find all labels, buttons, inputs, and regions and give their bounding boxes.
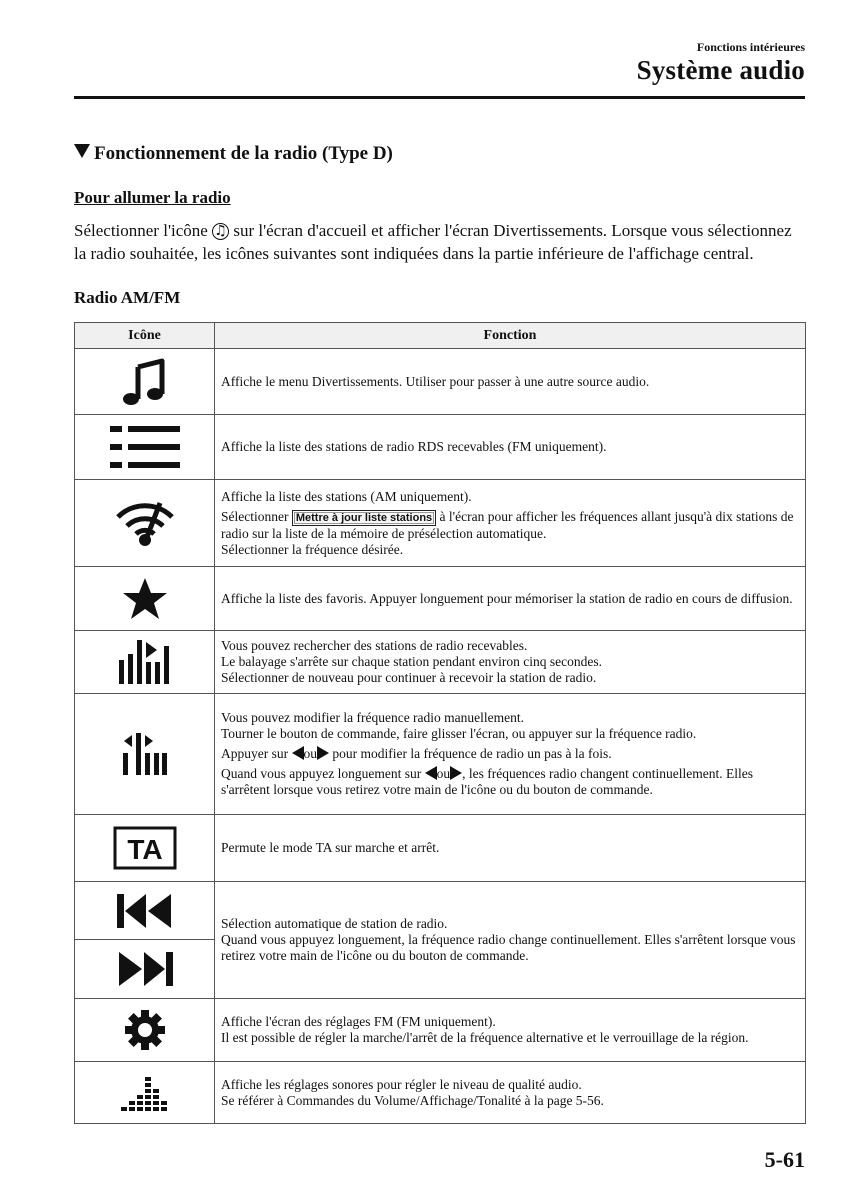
intro-text-before-icon: Sélectionner l'icône bbox=[74, 221, 208, 240]
icon-cell bbox=[75, 567, 215, 631]
table-header-row bbox=[75, 323, 806, 349]
function-text-fragment: Quand vous appuyez longuement sur bbox=[221, 766, 422, 781]
function-text bbox=[221, 1077, 799, 1109]
function-text bbox=[221, 710, 799, 742]
function-cell bbox=[215, 882, 806, 999]
function-cell bbox=[215, 999, 806, 1062]
column-header-icon: Icône bbox=[75, 323, 215, 349]
table-row bbox=[75, 882, 806, 940]
function-text-fragment: ou bbox=[303, 746, 317, 761]
function-cell bbox=[215, 631, 806, 694]
radio-subheading: Radio AM/FM bbox=[74, 288, 181, 307]
function-text-fragment: Le balayage s'arrête sur chaque station pendant environ cinq secondes. bbox=[221, 654, 603, 669]
function-text: Affiche la liste des stations (AM uniquement). bbox=[221, 488, 472, 504]
arrow-left-icon bbox=[425, 766, 437, 780]
function-cell: Affiche le menu Divertissements. Utiliser pour passer à une autre source audio. bbox=[215, 349, 806, 415]
page-title: Système audio bbox=[636, 55, 805, 85]
equalizer-icon bbox=[121, 1073, 169, 1113]
icon-cell bbox=[75, 694, 215, 815]
function-cell bbox=[215, 480, 806, 567]
function-text-fragment: à l'écran pour afficher les fréquences allant jusqu'à dix stations de radio sur la liste de la mémoire de présélection automatique. bbox=[221, 508, 794, 541]
radio-signal-icon bbox=[114, 499, 176, 547]
gear-icon bbox=[124, 1009, 166, 1051]
table-row bbox=[75, 1062, 806, 1124]
function-text-fragment: Affiche les réglages sonores pour régler le niveau de qualité audio. bbox=[221, 1076, 582, 1092]
star-icon bbox=[122, 577, 168, 621]
table-row bbox=[75, 415, 806, 480]
function-text-fragment: Affiche l'écran des réglages FM (FM uniquement). bbox=[221, 1014, 496, 1029]
music-note-icon bbox=[122, 358, 168, 406]
function-text-fragment: Se référer à Commandes du Volume/Affichage/Tonalité à la page 5-56. bbox=[221, 1092, 604, 1108]
function-text bbox=[221, 509, 799, 558]
update-station-list-button: Mettre à jour liste stations bbox=[292, 510, 436, 526]
function-cell bbox=[215, 1062, 806, 1124]
function-cell bbox=[215, 694, 806, 815]
function-text-fragment: Vous pouvez rechercher des stations de radio recevables. bbox=[221, 638, 528, 653]
icon-cell bbox=[75, 940, 215, 999]
function-cell: Affiche la liste des stations de radio RDS recevables (FM uniquement). bbox=[215, 415, 806, 480]
arrow-left-icon bbox=[292, 746, 304, 760]
function-text-fragment: Appuyer sur bbox=[221, 746, 289, 761]
list-icon bbox=[110, 426, 180, 468]
function-text bbox=[221, 766, 799, 798]
function-text-fragment: Il est possible de régler la marche/l'arrêt de la fréquence alternative et le verrouillage de la région. bbox=[221, 1030, 749, 1045]
function-text-fragment: ou bbox=[436, 766, 451, 781]
function-text-fragment: Sélectionner la fréquence désirée. bbox=[221, 541, 404, 557]
function-text-fragment: Sélection automatique de station de radio. bbox=[221, 916, 448, 931]
function-text-fragment: , les fréquences radio changent continuellement. Elles s'arrêtent lorsque vous retirez votre main de l'icône ou du bouton de commande. bbox=[221, 766, 753, 797]
function-table bbox=[74, 322, 806, 1124]
table-row bbox=[75, 815, 806, 882]
icon-cell bbox=[75, 999, 215, 1062]
scan-icon bbox=[119, 640, 171, 684]
intro-paragraph bbox=[74, 219, 804, 265]
section-title-text: Fonctionnement de la radio (Type D) bbox=[94, 143, 393, 164]
table-row bbox=[75, 480, 806, 567]
function-text-fragment: Tourner le bouton de commande, faire glisser l'écran, ou appuyer sur la fréquence radio. bbox=[221, 726, 697, 741]
function-text-fragment: Sélectionner de nouveau pour continuer à recevoir la station de radio. bbox=[221, 670, 597, 685]
function-text-fragment: Sélectionner bbox=[221, 508, 289, 524]
icon-cell bbox=[75, 480, 215, 567]
seek-forward-icon bbox=[117, 952, 173, 986]
ta-icon bbox=[113, 826, 177, 870]
triangle-bullet-icon bbox=[74, 144, 90, 158]
table-row bbox=[75, 567, 806, 631]
music-circle-icon: ♫ bbox=[212, 223, 229, 240]
function-text bbox=[221, 916, 799, 964]
svg-text:TA: TA bbox=[126, 834, 163, 865]
table-row bbox=[75, 999, 806, 1062]
function-cell: Affiche la liste des favoris. Appuyer longuement pour mémoriser la station de radio en cours de diffusion. bbox=[215, 567, 806, 631]
icon-cell bbox=[75, 882, 215, 940]
intro-text-after-icon: sur l'écran d'accueil et afficher l'écran Divertissements. Lorsque vous sélectionnez la radio souhaitée, les icônes suivantes sont indiquées dans la partie inférieure de l'affichage central. bbox=[74, 221, 792, 263]
icon-cell bbox=[75, 1062, 215, 1124]
section-title bbox=[74, 143, 393, 165]
function-cell: Permute le mode TA sur marche et arrêt. bbox=[215, 815, 806, 882]
icon-cell bbox=[75, 349, 215, 415]
function-text bbox=[221, 746, 799, 762]
function-text bbox=[221, 638, 799, 686]
page-number: 5-61 bbox=[764, 1147, 805, 1172]
icon-cell bbox=[75, 415, 215, 480]
function-text-fragment: Vous pouvez modifier la fréquence radio manuellement. bbox=[221, 710, 525, 725]
table-row bbox=[75, 631, 806, 694]
arrow-right-icon bbox=[450, 766, 462, 780]
table-row bbox=[75, 694, 806, 815]
function-text-fragment: Quand vous appuyez longuement, la fréquence radio change continuellement. Elles s'arrêtent lorsque vous retirez votre main de l'icône ou du bouton de commande. bbox=[221, 932, 796, 963]
seek-back-icon bbox=[117, 894, 173, 928]
subheading: Pour allumer la radio bbox=[74, 188, 231, 207]
function-text bbox=[221, 1014, 799, 1046]
arrow-right-icon bbox=[317, 746, 329, 760]
table-row bbox=[75, 349, 806, 415]
header-section-label: Fonctions intérieures bbox=[696, 40, 805, 54]
function-text-fragment: pour modifier la fréquence de radio un pas à la fois. bbox=[332, 746, 612, 761]
header-divider bbox=[74, 96, 805, 99]
column-header-function: Fonction bbox=[215, 323, 806, 349]
icon-cell bbox=[75, 631, 215, 694]
manual-tune-icon bbox=[123, 733, 167, 775]
icon-cell bbox=[75, 815, 215, 882]
